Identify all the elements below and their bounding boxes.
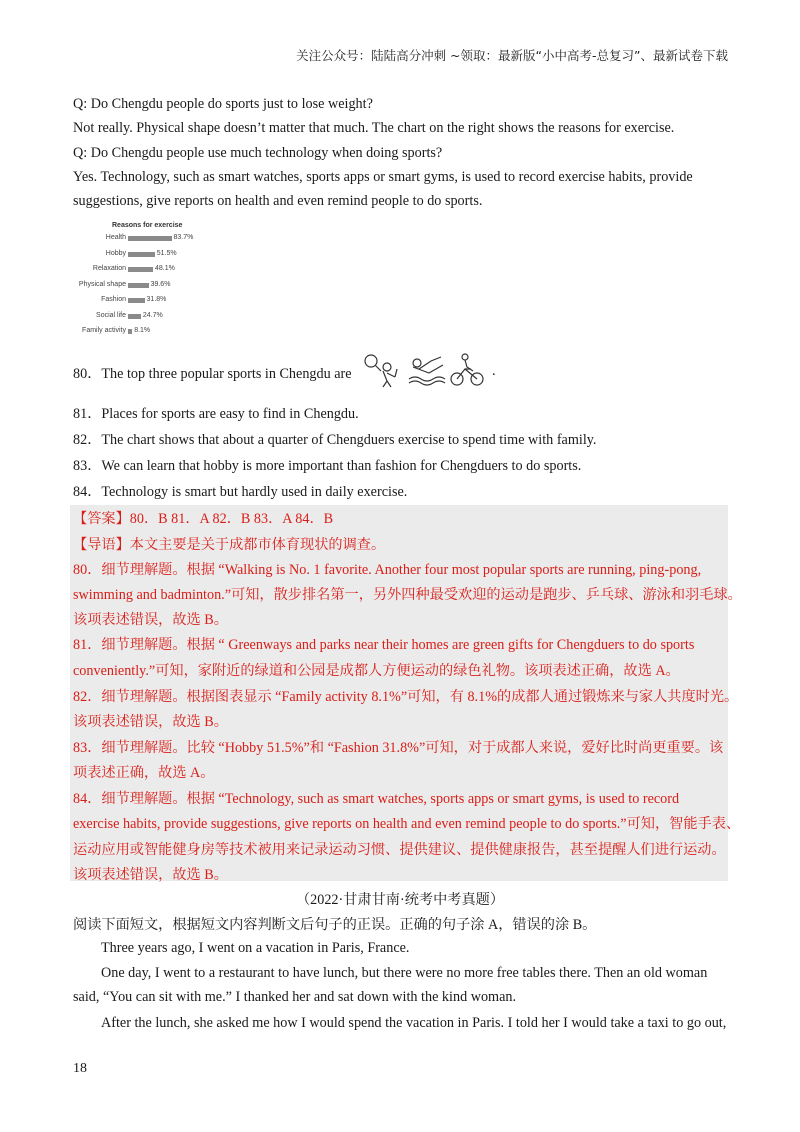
paragraph: Three years ago, I went on a vacation in Paris, France. (101, 940, 410, 956)
answer-line: conveniently.”可知，家附近的绿道和公园是成都人方便运动的绿色礼物。该项表述正确，故选 A。 (73, 663, 680, 679)
question-83: 83．We can learn that hobby is more important than fashion for Chengduers to do sports. (73, 458, 582, 474)
swimming-icon (409, 357, 445, 385)
question-84: 84．Technology is smart but hardly used in daily exercise. (73, 484, 408, 500)
question-82: 82．The chart shows that about a quarter of Chengduers exercise to spend time with family. (73, 432, 597, 448)
answer-line: 该项表述错误，故选 B。 (73, 867, 228, 883)
chart-category-label: Family activity (82, 327, 126, 334)
section-source: （2022·甘肃甘南·统考中考真题） (295, 892, 505, 908)
chart-row (74, 265, 214, 274)
sports-icons (357, 351, 487, 389)
chart-row (74, 234, 214, 243)
text-line: Q: Do Chengdu people do sports just to lose weight? (73, 96, 373, 112)
chart-category-label: Hobby (105, 249, 126, 257)
page-header: 关注公众号：陆陆高分冲刺 ~领取：最新版“小中高考-总复习”、最新试卷下载 (296, 48, 728, 63)
chart-value-label: 8.1% (134, 327, 151, 334)
answer-line: 82．细节理解题。根据图表显示 “Family activity 8.1%”可知，有 8.1%的成都人通过锻炼来与家人共度时光。 (73, 689, 739, 705)
text-line: Q: Do Chengdu people use much technology when doing sports? (73, 145, 443, 161)
badminton-icon (365, 355, 397, 387)
chart-bar (128, 236, 172, 241)
chart-bar (128, 298, 145, 303)
chart-value-label: 51.5% (156, 249, 177, 257)
section-instruction: 阅读下面短文，根据短文内容判断文后句子的正误。正确的句子涂 A，错误的涂 B。 (73, 917, 597, 933)
chart-value-label: 48.1% (155, 265, 175, 272)
chart-value-label: 31.8% (146, 296, 167, 303)
answer-line: 81．细节理解题。根据 “ Greenways and parks near their homes are green gifts for Chengduers to do sports (73, 637, 695, 653)
text-line: Yes. Technology, such as smart watches, sports apps or smart gyms, is used to record exercise habits, provide (73, 169, 693, 185)
chart-bar (128, 314, 141, 319)
chart-bar (128, 252, 155, 257)
chart-row (74, 327, 214, 336)
answer-line: 84．细节理解题。根据 “Technology, such as smart watches, sports apps or smart gyms, is used to record (73, 791, 680, 807)
paragraph: After the lunch, she asked me how I would spend the vacation in Paris. I told her I would take a taxi to go out, (101, 1015, 727, 1031)
chart-category-label: Physical shape (78, 280, 126, 288)
chart-category-label: Social life (96, 311, 126, 319)
answer-guide: 【导语】本文主要是关于成都市体育现状的调查。 (73, 537, 386, 553)
paragraph: said, “You can sit with me.” I thanked her and sat down with the kind woman. (73, 989, 517, 1005)
page-number: 18 (73, 1061, 87, 1076)
cycling-icon (451, 354, 483, 385)
chart-row (74, 250, 214, 259)
answer-line: 83．细节理解题。比较 “Hobby 51.5%”和 “Fashion 31.8%”可知，对于成都人来说，爱好比时尚更重要。该 (73, 740, 724, 756)
paragraph: One day, I went to a restaurant to have lunch, but there were no more free tables there. Then an old woman (101, 965, 708, 981)
chart-value-label: 83.7% (173, 234, 194, 241)
chart-title: Reasons for exercise (112, 222, 183, 229)
chart-value-label: 39.6% (150, 280, 171, 288)
reasons-bar-chart (74, 218, 214, 340)
question-80-period: . (492, 363, 496, 379)
chart-category-label: Relaxation (92, 265, 126, 272)
chart-category-label: Health (105, 234, 126, 241)
answer-line: swimming and badminton.”可知，散步排名第一，另外四种最受欢迎的运动是跑步、乒乓球、游泳和羽毛球。 (73, 587, 742, 603)
answer-key: 【答案】80．B 81．A 82．B 83．A 84．B (73, 511, 334, 527)
question-81: 81．Places for sports are easy to find in Chengdu. (73, 406, 359, 422)
question-80-text: 80．The top three popular sports in Chengdu are (73, 366, 352, 382)
chart-value-label: 24.7% (142, 311, 163, 319)
chart-row (74, 296, 214, 305)
chart-bar (128, 329, 132, 334)
chart-row (74, 281, 214, 290)
answer-line: exercise habits, provide suggestions, give reports on health and even remind people to do sports.”可知，智能手表、 (73, 816, 741, 832)
text-line: suggestions, give reports on health and even remind people to do sports. (73, 193, 483, 209)
chart-bar (128, 267, 153, 272)
answer-line: 项表述正确，故选 A。 (73, 765, 215, 781)
question-80 (73, 363, 352, 383)
chart-category-label: Fashion (101, 296, 126, 303)
answer-line: 该项表述错误，故选 B。 (73, 612, 228, 628)
chart-row (74, 312, 214, 321)
answer-line: 运动应用或智能健身房等技术被用来记录运动习惯、提供建议、提供健康报告，甚至提醒人们进行运动。 (73, 842, 726, 858)
answer-line: 80．细节理解题。根据 “Walking is No. 1 favorite. Another four most popular sports are running, ping-pong, (73, 562, 702, 578)
chart-bar (128, 283, 149, 288)
text-line: Not really. Physical shape doesn’t matter that much. The chart on the right shows the reasons for exercise. (73, 120, 675, 136)
answer-line: 该项表述错误，故选 B。 (73, 714, 228, 730)
